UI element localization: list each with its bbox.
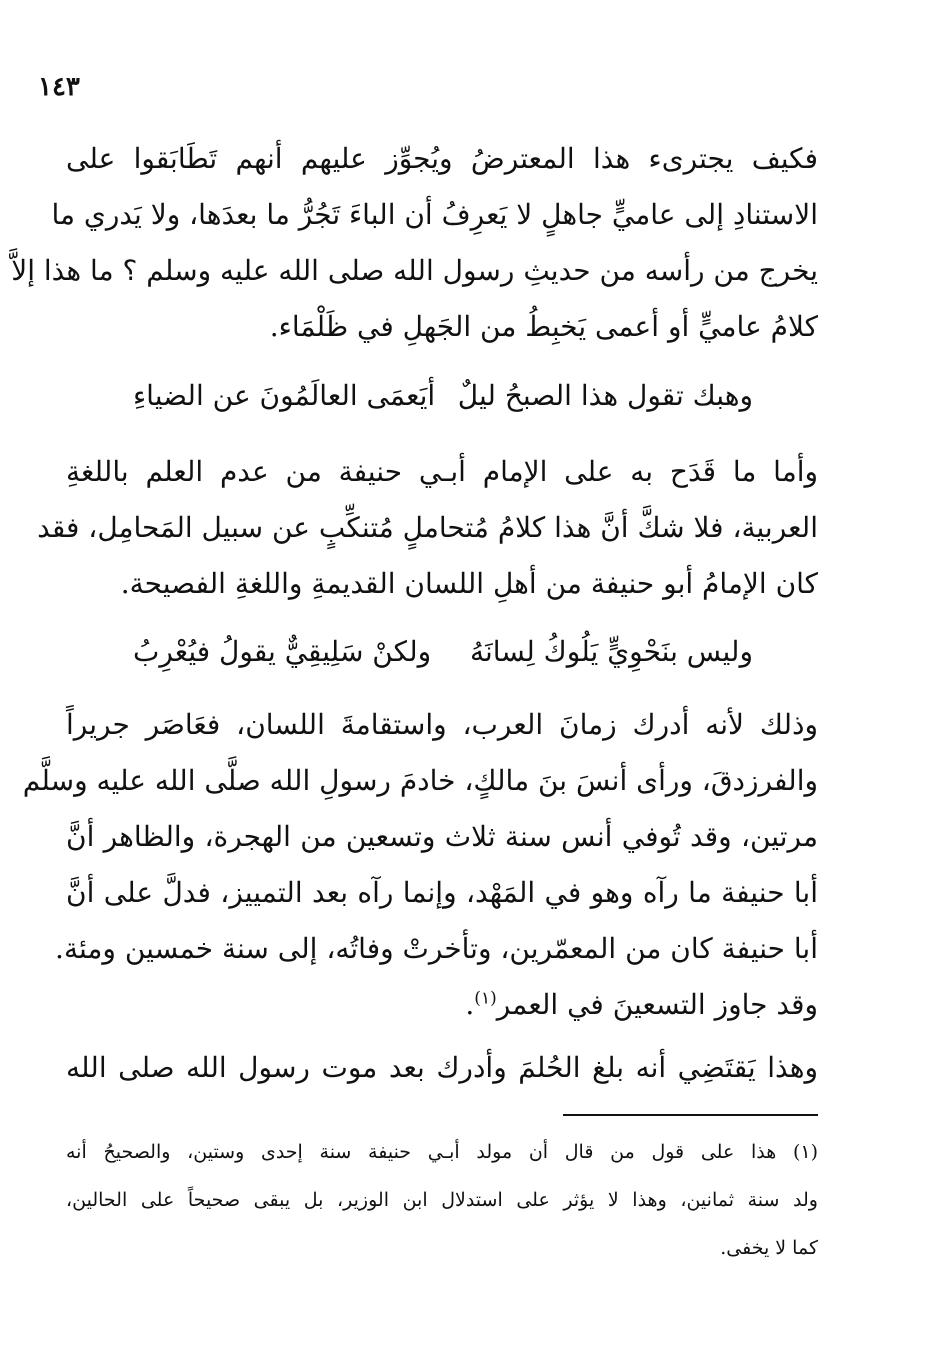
paragraph-line: العربية، فلا شكَّ أنَّ هذا كلامُ مُتحاملٍ مُتنكِّبٍ عن سبيل المَحامِل، فقد — [37, 511, 818, 544]
verse-first-hemistich: وليس بنَحْوِيٍّ يَلُوكُ لِسانَهُ — [469, 635, 753, 668]
paragraph-line: وهذا يَقتَضِي أنه بلغ الحُلمَ وأدرك بعد موت رسول الله صلى الله — [66, 1051, 819, 1084]
paragraph-line: الاستنادِ إلى عاميٍّ جاهلٍ لا يَعرِفُ أن الباءَ تَجُرُّ ما بعدَها، ولا يَدري ما — [51, 198, 818, 231]
paragraph-line: كلامُ عاميٍّ أو أعمى يَخبِطُ من الجَهلِ في ظَلْمَاء. — [269, 310, 818, 343]
paragraph-line: يخرج من رأسه من حديثِ رسول الله صلى الله عليه وسلم ؟ ما هذا إلاَّ — [11, 254, 818, 287]
paragraph-line: والفرزدقَ، ورأى أنسَ بنَ مالكٍ، خادمَ رسولِ الله صلَّى الله عليه وسلَّم — [22, 764, 818, 797]
paragraph-line-with-footnote — [66, 977, 818, 1033]
verse-1 — [133, 376, 753, 416]
paragraph-line: كان الإمامُ أبو حنيفة من أهلِ اللسان القديمةِ واللغةِ الفصيحة. — [120, 567, 818, 600]
paragraph-line-text: وقد جاوز التسعينَ في العمر — [496, 988, 818, 1021]
footnote-line: ولد سنة ثمانين، وهذا لا يؤثر على استدلال ابن الوزير، بل يبقى صحيحاً على الحالين، — [66, 1189, 818, 1211]
footnote-line: كما لا يخفى. — [720, 1237, 818, 1259]
paragraph-line: أبا حنيفة ما رآه وهو في المَهْد، وإنما رآه بعد التمييز، فدلَّ على أنَّ — [66, 876, 818, 909]
sentence-end: . — [465, 988, 475, 1021]
paragraph-3 — [22, 697, 818, 1033]
footnote — [66, 1128, 818, 1272]
verse-2 — [133, 632, 753, 672]
paragraph-line: وذلك لأنه أدرك زمانَ العرب، واستقامةَ اللسان، فعَاصَر جريراً — [66, 708, 818, 741]
verse-first-hemistich: وهبك تقول هذا الصبحُ ليلٌ — [457, 379, 753, 412]
paragraph-2 — [37, 444, 818, 612]
paragraph-line: فكيف يجترىء هذا المعترضُ ويُجوِّز عليهم أنهم تَطَابَقوا على — [66, 142, 818, 175]
footnote-line: (١) هذا على قول من قال أن مولد أبـي حنيفة سنة إحدى وستين، والصحيحُ أنه — [66, 1141, 818, 1163]
paragraph-line: وأما ما قَدَح به على الإمام أبـي حنيفة من عدم العلم باللغةِ — [66, 455, 818, 488]
paragraph-line: مرتين، وقد تُوفي أنس سنة ثلاث وتسعين من الهجرة، والظاهر أنَّ — [66, 820, 818, 853]
verse-second-hemistich: ولكنْ سَلِيقِيٌّ يقولُ فيُعْرِبُ — [133, 635, 432, 668]
verse-second-hemistich: أيَعمَى العالَمُونَ عن الضياءِ — [133, 379, 436, 412]
paragraph-4 — [66, 1040, 818, 1096]
paragraph-line: أبا حنيفة كان من المعمّرين، وتأخرتْ وفاتُه، إلى سنة خمسين ومئة. — [55, 932, 818, 965]
paragraph-1 — [11, 131, 818, 355]
footnote-reference: (١) — [474, 988, 497, 1009]
footnote-divider — [563, 1114, 818, 1116]
page-number: ١٤٣ — [38, 72, 80, 102]
